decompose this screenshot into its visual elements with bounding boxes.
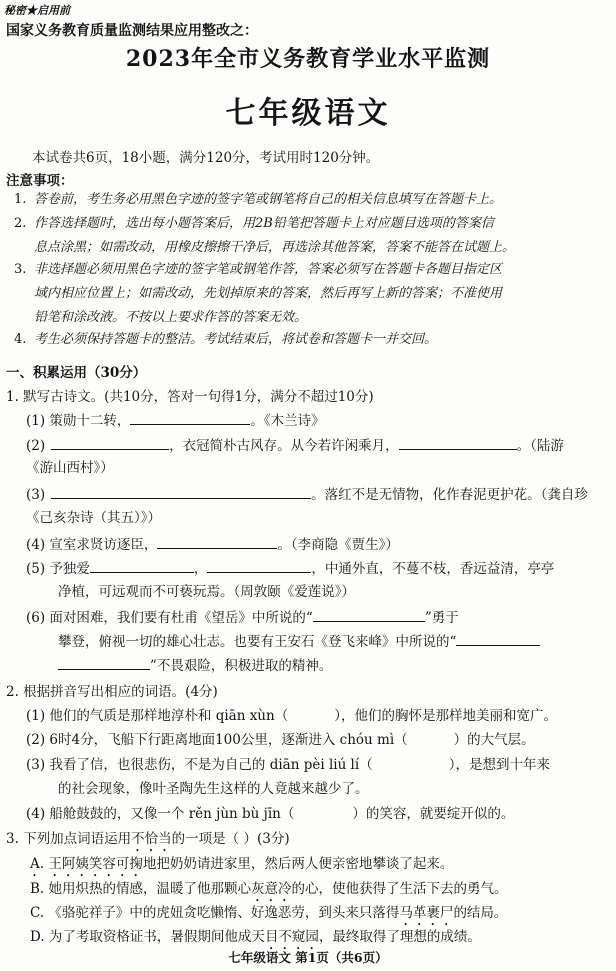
text: 攀登，俯视一切的雄心壮志。也要有王安石《登飞来峰》中所说的“ <box>58 634 457 650</box>
q1-part2 <box>26 436 564 455</box>
exam-intro: 本试卷共6页，18小题，满分120分，考试用时120分钟。 <box>32 150 380 166</box>
q1-part4 <box>26 535 399 554</box>
text: 。（陆游 <box>516 438 564 454</box>
q3-option-b[interactable] <box>30 880 508 905</box>
answer-blank[interactable] <box>456 632 540 646</box>
emphasized-text: 灰意冷 <box>251 881 292 897</box>
header-note: 国家义务教育质量监测结果应用整改之： <box>6 23 258 39</box>
answer-blank[interactable] <box>51 436 169 450</box>
q1-part5-cont: 净植，可远观而不可亵玩焉。（周敦颐《爱莲说》） <box>58 584 355 600</box>
answer-blank[interactable] <box>207 559 311 573</box>
note-line: 答卷前，考生务必用黑色字迹的签字笔或钢笔将自己的相关信息填写在答题卡上。 <box>34 192 503 207</box>
q1-part6-cont <box>58 632 540 651</box>
text: ），是想到十年来 <box>448 757 550 773</box>
q1-part6 <box>26 608 459 627</box>
text: (2) 6时4分，飞船下行距离地面100公里，逐渐进入 chóu mì（ <box>26 732 408 748</box>
q2-part3-cont: 的社会现象，像叶圣陶先生这样的人竟越来越少了。 <box>58 781 369 797</box>
text: ，中通外直，不蔓不枝，香远益清，亭亭 <box>311 561 555 577</box>
text: 。落红不是无情物，化作春泥更护花。（龚自珍 <box>311 487 588 503</box>
note-line: 息点涂黑；如需改动，用橡皮擦擦干净后，再选涂其他答案，答案不能答在试题上。 <box>34 240 516 255</box>
subject-title: 七年级语文 <box>225 96 391 131</box>
q1-part1 <box>26 411 325 430</box>
text: (3) 我看了信，也很悲伤，不是为自己的 diān pèi liú lí（ <box>26 757 373 773</box>
q1-part6-cont2 <box>58 656 332 675</box>
q2-part2 <box>26 731 535 749</box>
text: 的心，使他获得了生活下去的勇气。 <box>291 881 508 897</box>
q1-part5 <box>26 559 554 578</box>
text: (5) 予独爱 <box>26 561 90 577</box>
answer-blank[interactable] <box>90 559 194 573</box>
note-number: 2. <box>14 216 27 231</box>
note-item <box>14 328 608 352</box>
note-line: 考生必须保持答题卡的整洁。考试结束后，将试卷和答题卡一并交回。 <box>34 332 438 347</box>
text: 的结局。 <box>453 905 508 921</box>
exam-title: 2023年全市义务教育学业水平监测 <box>125 46 491 72</box>
text: 的一项是（ ）(3分) <box>171 831 290 847</box>
text: 。《木兰诗》 <box>250 413 325 429</box>
text: ”勇于 <box>424 610 459 626</box>
text: (2) <box>26 438 46 454</box>
q3-title <box>6 830 290 855</box>
text: ”不畏艰险，积极进取的精神。 <box>150 658 333 674</box>
note-line: 域内相应位置上；如需改动，先划掉原来的答案，然后再写上新的答案；不准使用 <box>34 286 503 301</box>
note-item <box>14 212 608 260</box>
text: D. 为了考取资格证书，暑假期间他成天 <box>30 929 265 945</box>
text: C. 《骆驼祥子》中的虎妞贪吃懒惰、好逸恶劳，到头来只落得 <box>30 905 400 921</box>
note-item <box>14 258 608 330</box>
q2-part1 <box>26 707 557 725</box>
text: (1) 他们的气质是那样地淳朴和 qiān xùn（ <box>26 708 289 724</box>
note-line: 作答选择题时，选出每小题答案后，用2B铅笔把答题卡上对应题目选项的答案信 <box>34 216 494 231</box>
answer-blank[interactable] <box>313 608 425 622</box>
q1-part3 <box>26 485 588 504</box>
text: (1) 策勋十二转， <box>26 413 131 429</box>
text: (4) 船舱鼓鼓的，又像一个 rěn jùn bù jīn（ <box>26 806 295 822</box>
q1-title: 1. 默写古诗文。(共10分，答对一句得1分，满分不超过10分) <box>6 389 374 405</box>
q2-part4 <box>26 805 514 823</box>
q2-part3 <box>26 756 550 774</box>
note-number: 1. <box>14 192 27 207</box>
text: 3. 下列加点词语运用 <box>6 831 132 847</box>
q3-option-a[interactable] <box>30 855 453 880</box>
note-number: 4. <box>14 332 27 347</box>
answer-blank[interactable] <box>399 436 517 450</box>
text: B. 她用炽热的情感，温暖了他那颗心 <box>30 881 252 897</box>
emphasized-text: 不恰当 <box>131 831 172 847</box>
q3-option-c[interactable] <box>30 904 507 929</box>
note-number: 3. <box>14 262 27 277</box>
answer-blank[interactable] <box>130 411 250 425</box>
text: A. 王阿姨笑容可掬 <box>30 856 143 872</box>
text: (3) <box>26 487 46 503</box>
text: ）的大气层。 <box>453 732 535 748</box>
page-footer: 七年级语文 第1页（共6页） <box>228 950 388 965</box>
confidential-mark: 秘密★启用前 <box>4 4 70 17</box>
note-line: 铅笔和涂改液。不按以上要求作答的答案无效。 <box>34 310 308 325</box>
answer-blank[interactable] <box>157 535 277 549</box>
emphasized-text: 马革裹尸 <box>399 905 454 921</box>
q2-title: 2. 根据拼音写出相应的词语。(4分) <box>6 684 218 700</box>
text: ），他们的胸怀是那样地美丽和宽广。 <box>334 708 557 724</box>
emphasized-text: 目不窥园 <box>264 929 319 945</box>
note-line: 非选择题必须用黑色字迹的签字笔或钢笔作答，答案必须写在答题卡各题目指定区 <box>34 262 503 277</box>
text: ， <box>193 561 208 577</box>
text: ，最终取得了理想的成绩。 <box>318 929 481 945</box>
note-item <box>14 188 608 212</box>
text: ，衣冠简朴古风存。从今若许闲乘月， <box>169 438 399 454</box>
notes-title: 注意事项： <box>6 173 74 189</box>
text: 。（李商隐《贾生》） <box>277 537 399 553</box>
text: (6) 面对困难，我们要有杜甫《望岳》中所说的“ <box>26 610 313 626</box>
answer-blank[interactable] <box>51 485 311 499</box>
text: ）的笑容，就要绽开似的。 <box>352 806 515 822</box>
q1-part2-cont: 《游山西村》） <box>26 460 114 476</box>
q1-part3-cont: 《己亥杂诗（其五）》） <box>26 510 161 526</box>
text: (4) 宣室求贤访逐臣， <box>26 537 158 553</box>
section-title: 一、积累运用（30分） <box>6 365 147 381</box>
answer-blank[interactable] <box>58 656 150 670</box>
text: 地把奶奶请进家里，然后两人便亲密地攀谈了起来。 <box>142 856 454 872</box>
